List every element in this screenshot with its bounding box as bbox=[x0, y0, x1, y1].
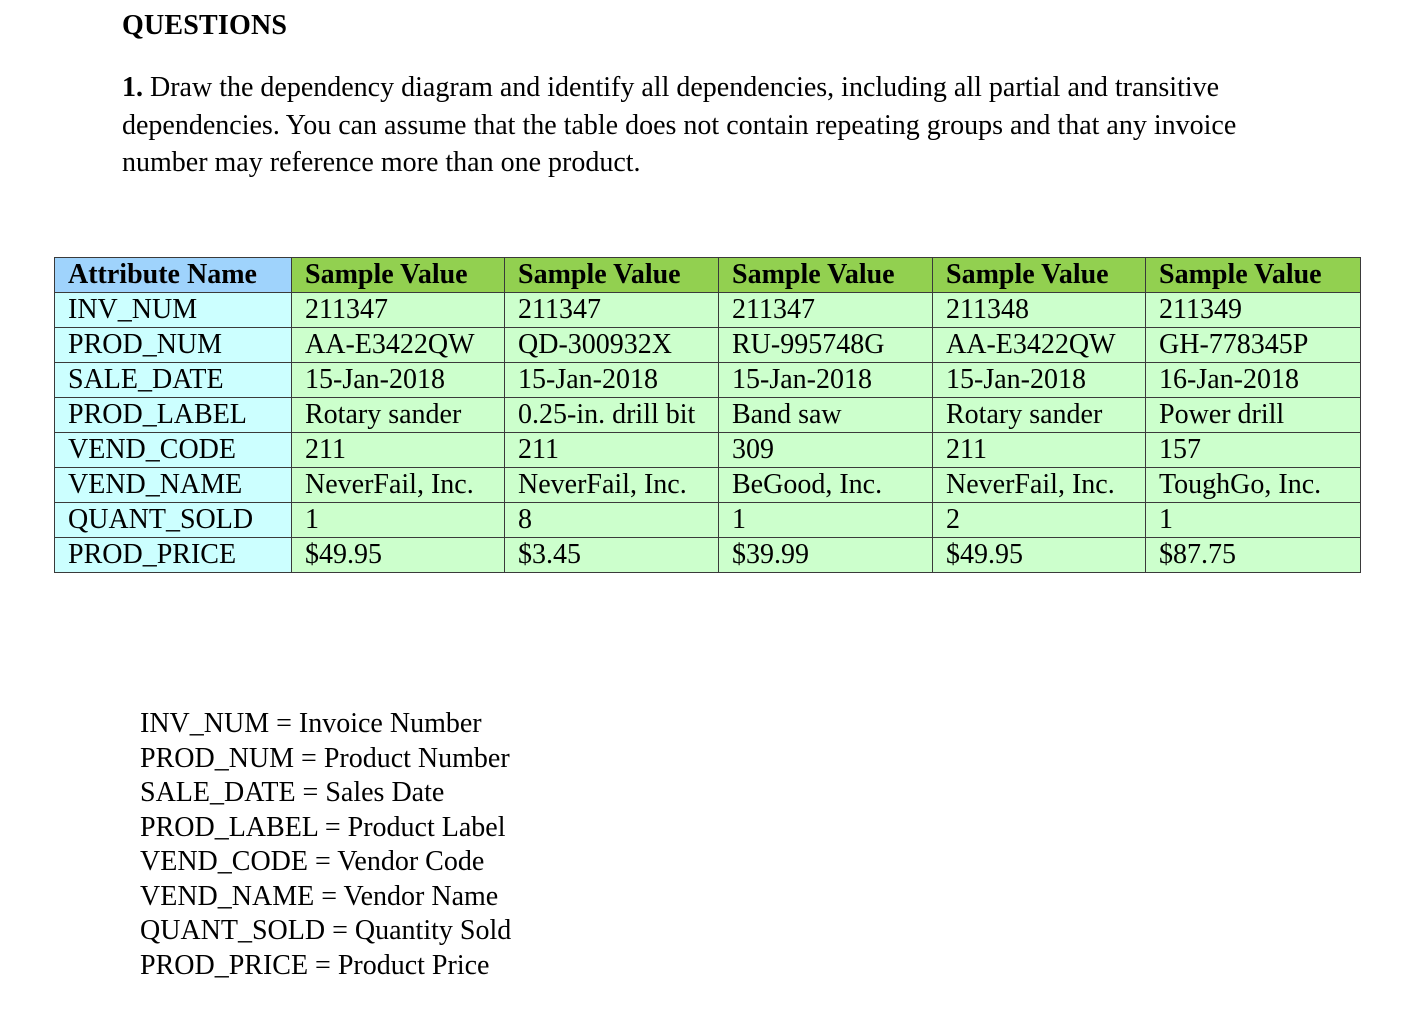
sample-value-cell: ToughGo, Inc. bbox=[1146, 468, 1361, 503]
sample-value-cell: $3.45 bbox=[505, 538, 719, 573]
sample-value-cell: 2 bbox=[933, 503, 1146, 538]
table-header-row bbox=[55, 258, 1361, 293]
sample-value-cell: RU-995748G bbox=[719, 328, 933, 363]
sample-value-cell: $49.95 bbox=[933, 538, 1146, 573]
table-row bbox=[55, 328, 1361, 363]
sample-value-cell: $49.95 bbox=[292, 538, 505, 573]
attribute-name-cell: VEND_CODE bbox=[55, 433, 292, 468]
sample-value-cell: 1 bbox=[292, 503, 505, 538]
sample-value-cell: 1 bbox=[1146, 503, 1361, 538]
sample-value-cell: 8 bbox=[505, 503, 719, 538]
sample-value-cell: 15-Jan-2018 bbox=[933, 363, 1146, 398]
sample-value-cell: GH-778345P bbox=[1146, 328, 1361, 363]
sample-value-cell: AA-E3422QW bbox=[933, 328, 1146, 363]
table-row bbox=[55, 363, 1361, 398]
sample-value-cell: 15-Jan-2018 bbox=[719, 363, 933, 398]
sample-value-cell: Power drill bbox=[1146, 398, 1361, 433]
sample-value-cell: 0.25-in. drill bit bbox=[505, 398, 719, 433]
legend-item: SALE_DATE = Sales Date bbox=[140, 777, 445, 808]
legend-item: QUANT_SOLD = Quantity Sold bbox=[140, 915, 512, 946]
sample-value-cell: $87.75 bbox=[1146, 538, 1361, 573]
sample-value-cell: 309 bbox=[719, 433, 933, 468]
sample-value-cell: AA-E3422QW bbox=[292, 328, 505, 363]
sample-value-cell: Band saw bbox=[719, 398, 933, 433]
question-1 bbox=[122, 69, 1322, 182]
sample-value-header: Sample Value bbox=[933, 258, 1146, 293]
sample-value-header: Sample Value bbox=[505, 258, 719, 293]
attribute-name-cell: PROD_LABEL bbox=[55, 398, 292, 433]
sample-value-cell: NeverFail, Inc. bbox=[933, 468, 1146, 503]
attribute-name-cell: QUANT_SOLD bbox=[55, 503, 292, 538]
sample-value-cell: 16-Jan-2018 bbox=[1146, 363, 1361, 398]
sample-value-cell: 211 bbox=[292, 433, 505, 468]
sample-value-cell: 211348 bbox=[933, 293, 1146, 328]
sample-value-cell: 211347 bbox=[292, 293, 505, 328]
attribute-name-cell: INV_NUM bbox=[55, 293, 292, 328]
attribute-legend bbox=[140, 707, 511, 983]
sample-value-cell: 211347 bbox=[719, 293, 933, 328]
question-number: 1. bbox=[122, 72, 143, 103]
sample-value-cell: 1 bbox=[719, 503, 933, 538]
legend-item: VEND_NAME = Vendor Name bbox=[140, 880, 499, 912]
sample-value-cell: NeverFail, Inc. bbox=[292, 468, 505, 503]
attribute-name-cell: VEND_NAME bbox=[55, 468, 292, 503]
sample-value-cell: 15-Jan-2018 bbox=[505, 363, 719, 398]
table-row bbox=[55, 503, 1361, 538]
table-row bbox=[55, 538, 1361, 573]
sample-value-cell: 157 bbox=[1146, 433, 1361, 468]
sample-value-cell: QD-300932X bbox=[505, 328, 719, 363]
sample-value-header: Sample Value bbox=[1146, 258, 1361, 293]
attribute-name-header: Attribute Name bbox=[55, 258, 292, 293]
sample-value-cell: 15-Jan-2018 bbox=[292, 363, 505, 398]
legend-item: PROD_PRICE = Product Price bbox=[140, 949, 490, 981]
question-text: Draw the dependency diagram and identify all dependencies, including all partial and transitive dependencies. You can assume that the table does not contain repeating groups and that any invoice number may reference more than one product. bbox=[122, 72, 1237, 178]
attribute-name-cell: PROD_PRICE bbox=[55, 538, 292, 573]
sample-value-cell: NeverFail, Inc. bbox=[505, 468, 719, 503]
legend-item: INV_NUM = Invoice Number bbox=[140, 708, 482, 739]
sample-value-header: Sample Value bbox=[292, 258, 505, 293]
legend-item: PROD_LABEL = Product Label bbox=[140, 811, 506, 843]
attribute-name-cell: SALE_DATE bbox=[55, 363, 292, 398]
sample-value-cell: $39.99 bbox=[719, 538, 933, 573]
sample-value-cell: BeGood, Inc. bbox=[719, 468, 933, 503]
table-row bbox=[55, 433, 1361, 468]
sample-value-cell: 211349 bbox=[1146, 293, 1361, 328]
table-row bbox=[55, 468, 1361, 503]
attribute-name-cell: PROD_NUM bbox=[55, 328, 292, 363]
sample-value-cell: 211347 bbox=[505, 293, 719, 328]
legend-item: PROD_NUM = Product Number bbox=[140, 742, 510, 774]
attribute-table bbox=[54, 257, 1361, 573]
page-heading: QUESTIONS bbox=[122, 10, 288, 41]
sample-value-cell: 211 bbox=[933, 433, 1146, 468]
sample-value-cell: Rotary sander bbox=[933, 398, 1146, 433]
sample-value-cell: 211 bbox=[505, 433, 719, 468]
sample-value-header: Sample Value bbox=[719, 258, 933, 293]
table-row bbox=[55, 293, 1361, 328]
legend-item: VEND_CODE = Vendor Code bbox=[140, 846, 485, 877]
table-row bbox=[55, 398, 1361, 433]
sample-value-cell: Rotary sander bbox=[292, 398, 505, 433]
